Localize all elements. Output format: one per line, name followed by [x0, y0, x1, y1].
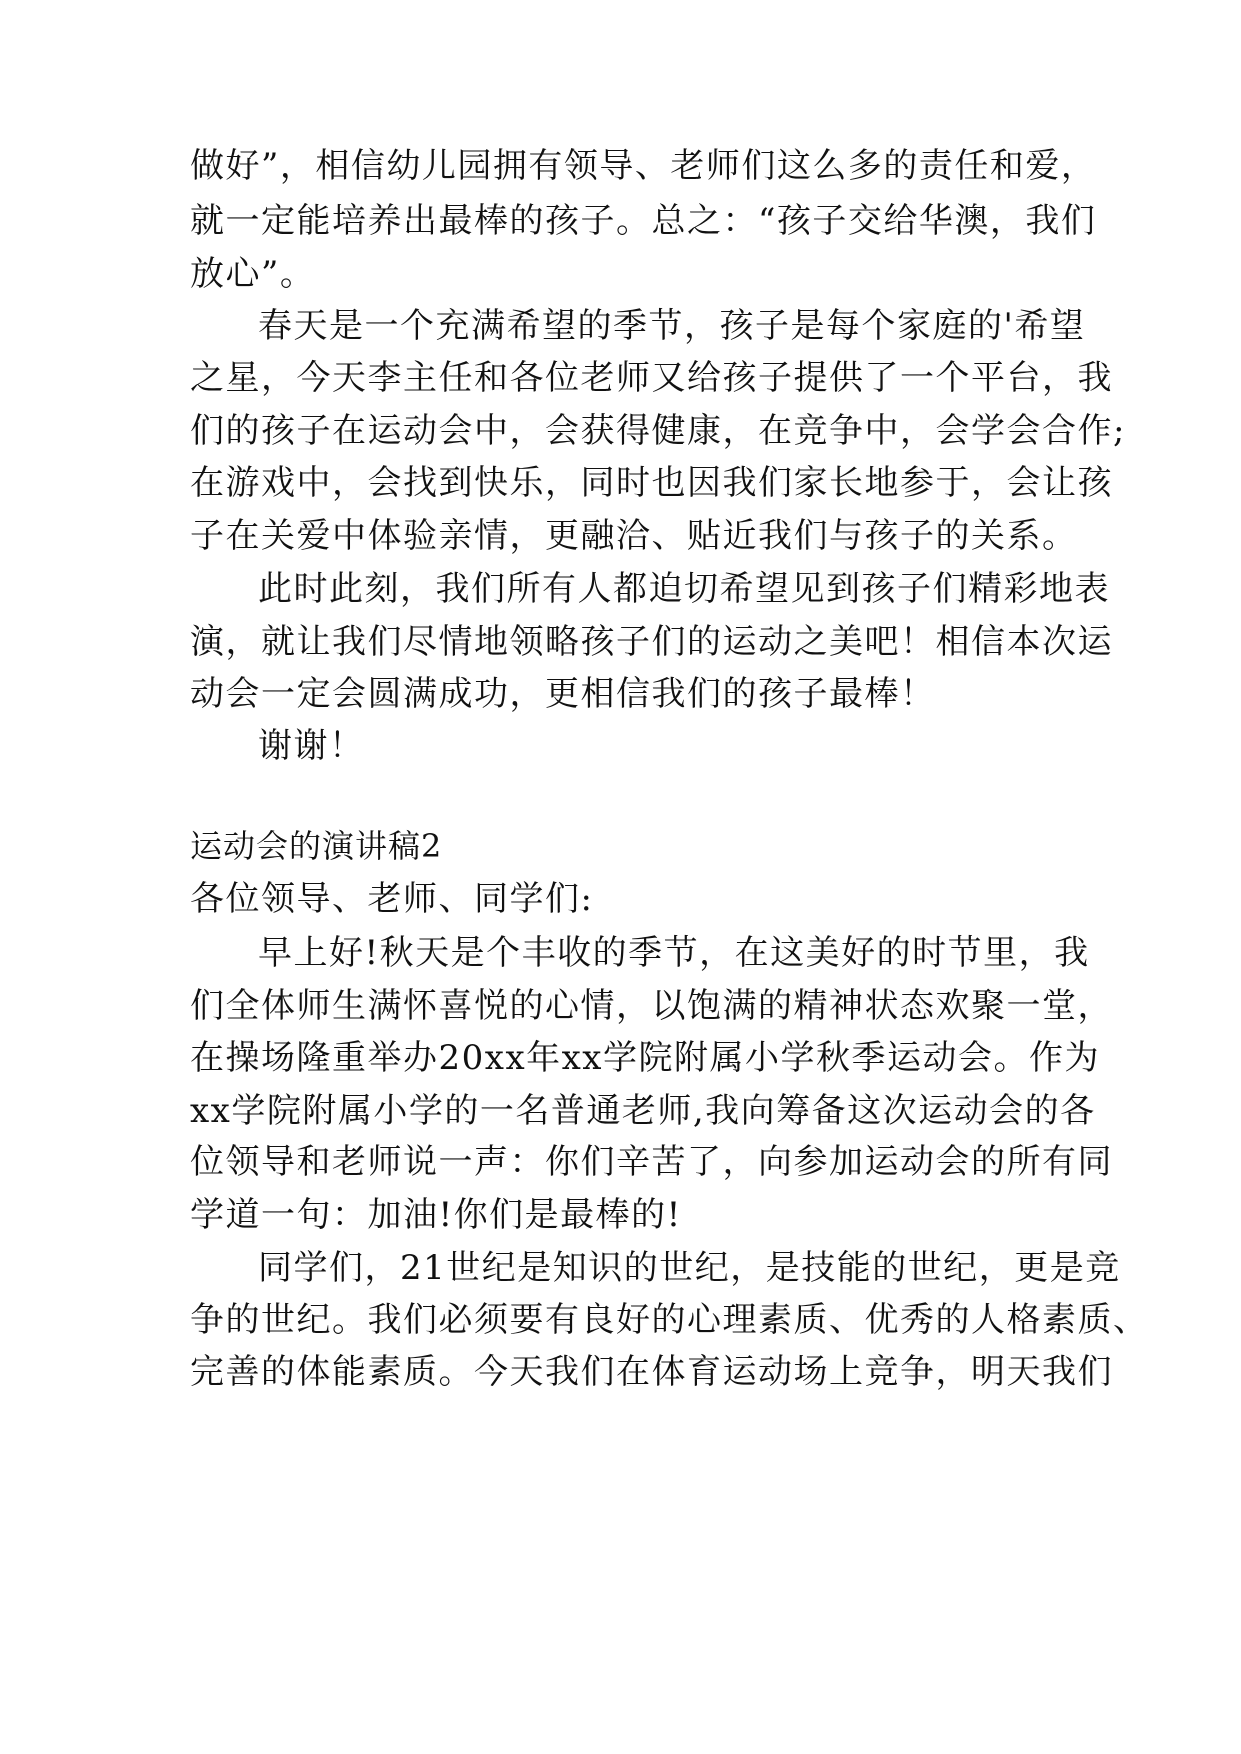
text-line: 在游戏中，会找到快乐，同时也因我们家长地参于，会让孩 — [190, 463, 1113, 503]
salutation: 各位领导、老师、同学们: — [190, 879, 594, 919]
text-line: 谢谢！ — [258, 726, 365, 766]
text-line: 学道一句：加油!你们是最棒的! — [190, 1195, 682, 1235]
text-line: 动会一定会圆满成功，更相信我们的孩子最棒！ — [190, 674, 936, 714]
text-line: 们全体师生满怀喜悦的心情，以饱满的精神状态欢聚一堂， — [190, 986, 1113, 1026]
text-line: 此时此刻，我们所有人都迫切希望见到孩子们精彩地表 — [258, 569, 1110, 609]
text-line: 子在关爱中体验亲情，更融洽、贴近我们与孩子的关系。 — [190, 516, 1078, 556]
text-line: 春天是一个充满希望的季节，孩子是每个家庭的'希望 — [258, 306, 1086, 346]
text-line: 同学们，21世纪是知识的世纪，是技能的世纪，更是竞 — [258, 1248, 1121, 1288]
text-line: 完善的体能素质。今天我们在体育运动场上竞争，明天我们 — [190, 1352, 1113, 1392]
text-line: 就一定能培养出最棒的孩子。总之：“孩子交给华澳，我们 — [190, 201, 1097, 241]
text-line: xx学院附属小学的一名普通老师,我向筹备这次运动会的各 — [190, 1091, 1096, 1131]
text-line: 演，就让我们尽情地领略孩子们的运动之美吧！相信本次运 — [190, 622, 1113, 662]
text-line: 在操场隆重举办20xx年xx学院附属小学秋季运动会。作为 — [190, 1038, 1100, 1078]
section-title: 运动会的演讲稿2 — [190, 827, 443, 865]
text-line: 们的孩子在运动会中，会获得健康，在竞争中，会学会合作; — [190, 411, 1126, 451]
text-line: 放心”。 — [190, 254, 316, 294]
text-line: 之星，今天李主任和各位老师又给孩子提供了一个平台，我 — [190, 358, 1113, 398]
text-line: 争的世纪。我们必须要有良好的心理素质、优秀的人格素质、 — [190, 1300, 1149, 1340]
text-line: 早上好!秋天是个丰收的季节，在这美好的时节里，我 — [258, 933, 1090, 973]
text-line: 位领导和老师说一声：你们辛苦了，向参加运动会的所有同 — [190, 1142, 1113, 1182]
text-line: 做好”，相信幼儿园拥有领导、老师们这么多的责任和爱， — [190, 146, 1097, 186]
